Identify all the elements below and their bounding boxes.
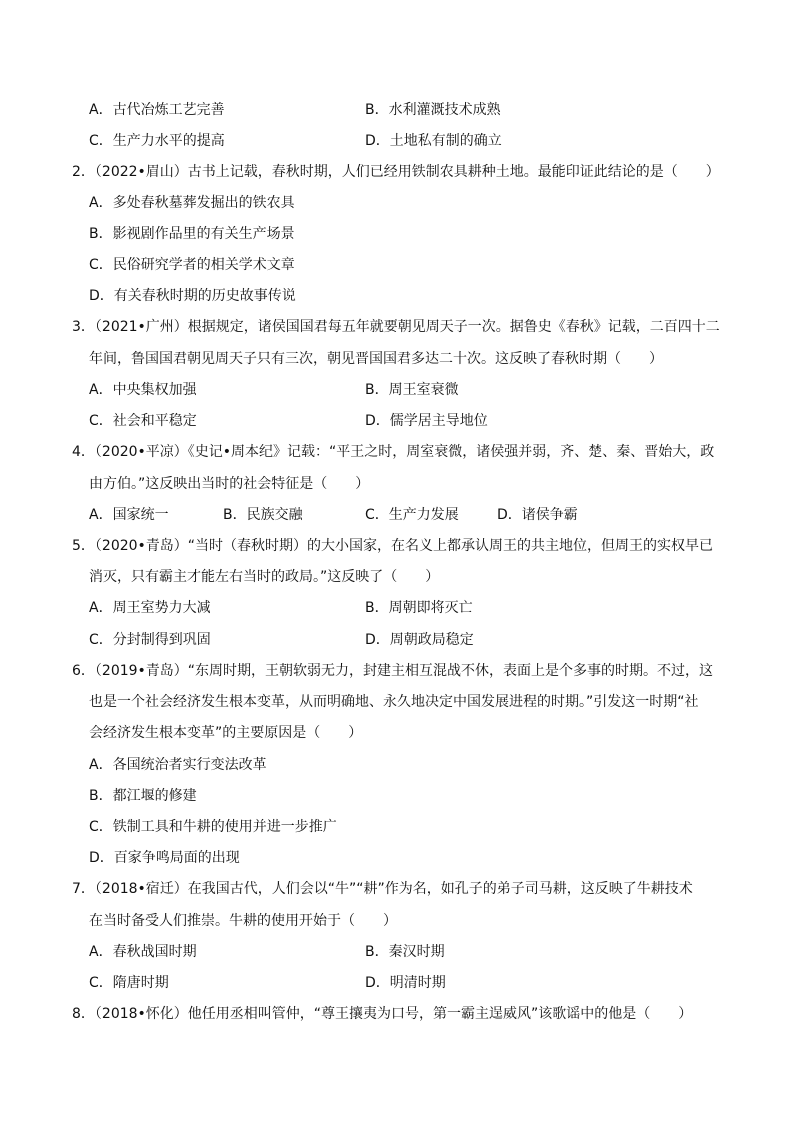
- option-b: B．周王室衰微: [365, 382, 459, 398]
- option-a: A．各国统治者实行变法改革: [89, 757, 267, 773]
- question-text-continued: 年间，鲁国国君朝见周天子只有三次，朝见晋国国君多达二十次。这反映了春秋时期（ ）: [89, 351, 663, 367]
- option-d: D．周朝政局稳定: [365, 632, 474, 648]
- question-text: 4．（2020•平凉）《史记•周本纪》记载：“平王之时，周室衰微，诸侯强并弱，齐、楚、秦、晋始大，政: [72, 444, 715, 460]
- question-text: 7．（2018•宿迁）在我国古代，人们会以“牛”“耕”作为名，如孔子的弟子司马耕，这反映了牛耕技术: [72, 881, 693, 897]
- option-a: A．中央集权加强: [89, 382, 197, 398]
- option-c: C．民俗研究学者的相关学术文章: [89, 257, 295, 273]
- question-text: 2．（2022•眉山）古书上记载，春秋时期，人们已经用铁制农具耕种土地。最能印证此结论的是（ ）: [72, 164, 720, 180]
- question-text-continued: 由方伯。”这反映出当时的社会特征是（ ）: [89, 476, 370, 492]
- option-a: A．多处春秋墓葬发掘出的铁农具: [89, 195, 295, 211]
- question-text: 5．（2020•青岛）“当时（春秋时期）的大小国家，在名义上都承认周王的共主地位，但周王的实权早已: [72, 538, 714, 554]
- option-d: D．土地私有制的确立: [365, 133, 502, 149]
- option-c: C．分封制得到巩固: [89, 632, 211, 648]
- question-text-continued: 在当时备受人们推崇。牛耕的使用开始于（ ）: [89, 913, 397, 929]
- option-d: D．儒学居主导地位: [365, 413, 488, 429]
- option-c: C．生产力发展: [365, 507, 459, 523]
- option-b: B．秦汉时期: [365, 944, 445, 960]
- option-c: C．铁制工具和牛耕的使用并进一步推广: [89, 819, 337, 835]
- question-text-continued: 消灭，只有霸主才能左右当时的政局。”这反映了（ ）: [89, 569, 440, 585]
- option-c: C．生产力水平的提高: [89, 133, 225, 149]
- option-a: A．古代冶炼工艺完善: [89, 102, 225, 118]
- question-text: 6．（2019•青岛）“东周时期，王朝软弱无力，封建主相互混战不休，表面上是个多事的时期。不过，这: [72, 663, 714, 679]
- option-d: D．诸侯争霸: [497, 507, 578, 523]
- option-c: C．隋唐时期: [89, 975, 169, 991]
- option-d: D．有关春秋时期的历史故事传说: [89, 288, 296, 304]
- option-d: D．明清时期: [365, 975, 446, 991]
- option-a: A．周王室势力大减: [89, 600, 211, 616]
- question-text-continued: 会经济发生根本变革”的主要原因是（ ）: [89, 725, 363, 741]
- option-b: B．民族交融: [223, 507, 303, 523]
- question-text: 8．（2018•怀化）他任用丞相叫管仲，“尊王攘夷为口号，第一霸主逞威风”该歌谣中的他是（ ）: [72, 1006, 693, 1022]
- option-b: B．影视剧作品里的有关生产场景: [89, 226, 295, 242]
- option-b: B．水利灌溉技术成熟: [365, 102, 501, 118]
- question-text-continued: 也是一个社会经济发生根本变革，从而明确地、永久地决定中国发展进程的时期。”引发这一时期“社: [89, 694, 699, 710]
- option-a: A．春秋战国时期: [89, 944, 197, 960]
- option-c: C．社会和平稳定: [89, 413, 197, 429]
- question-text: 3．（2021•广州）根据规定，诸侯国国君每五年就要朝见周天子一次。据鲁史《春秋》记载，二百四十二: [72, 319, 720, 335]
- option-d: D．百家争鸣局面的出现: [89, 850, 240, 866]
- option-b: B．都江堰的修建: [89, 788, 197, 804]
- option-a: A．国家统一: [89, 507, 169, 523]
- option-b: B．周朝即将灭亡: [365, 600, 473, 616]
